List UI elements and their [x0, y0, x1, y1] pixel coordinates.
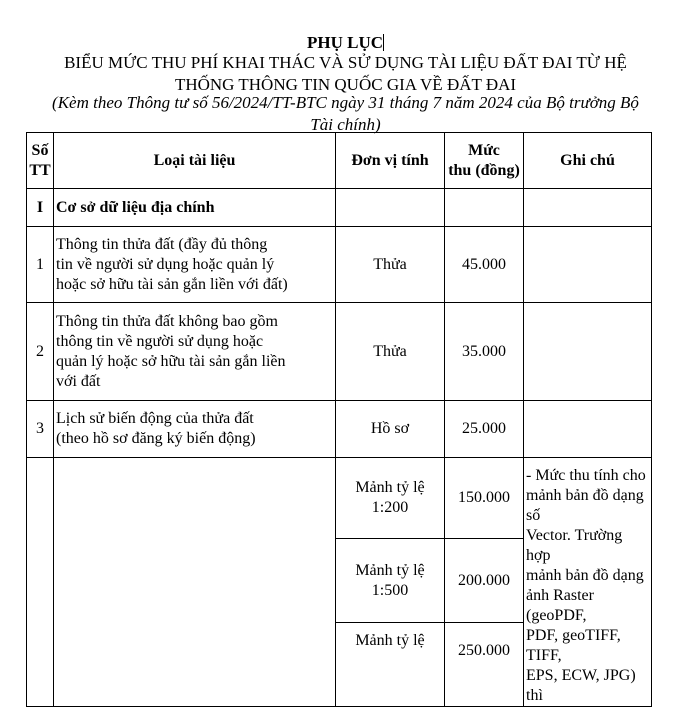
page-title: PHỤ LỤC [306, 33, 384, 52]
row-fee: 25.000 [445, 401, 524, 458]
document-note [0, 92, 691, 136]
row-fee: 45.000 [445, 227, 524, 303]
map-unit: Mảnh tỷ lệ 1:200 [336, 458, 445, 539]
note-line: Tài chính) [310, 115, 381, 134]
map-fee: 250.000 [445, 623, 524, 707]
text-cursor [383, 34, 384, 51]
row-unit: Hồ sơ [336, 401, 445, 458]
row-unit: Thửa [336, 227, 445, 303]
header-fee: Mức thu (đồng) [445, 133, 524, 189]
document-subtitle [0, 52, 691, 96]
map-type [54, 458, 336, 707]
header-no: Số TT [27, 133, 54, 189]
map-unit: Mảnh tỷ lệ 1:500 [336, 539, 445, 623]
table-row [27, 401, 652, 458]
map-unit: Mảnh tỷ lệ [336, 623, 445, 707]
row-type: Thông tin thửa đất (đầy đủ thông tin về người sử dụng hoặc quản lý hoặc sở hữu tài sản gắn liền với đất) [54, 227, 336, 303]
row-no: 3 [27, 401, 54, 458]
table-header-row [27, 133, 652, 189]
note-line: (Kèm theo Thông tư số 56/2024/TT-BTC ngày 31 tháng 7 năm 2024 của Bộ trưởng Bộ [52, 93, 639, 112]
row-unit: Thửa [336, 303, 445, 401]
row-remark [524, 227, 652, 303]
section-no: I [27, 189, 54, 227]
row-type: Thông tin thửa đất không bao gồm thông tin về người sử dụng hoặc quản lý hoặc sở hữu tài sản gắn liền với đất [54, 303, 336, 401]
map-fee: 200.000 [445, 539, 524, 623]
row-remark [524, 401, 652, 458]
section-row [27, 189, 652, 227]
row-no: 2 [27, 303, 54, 401]
header-unit: Đơn vị tính [336, 133, 445, 189]
row-remark [524, 303, 652, 401]
row-fee: 35.000 [445, 303, 524, 401]
header-remark: Ghi chú [524, 133, 652, 189]
subtitle-line: THỐNG THÔNG TIN QUỐC GIA VỀ ĐẤT ĐAI [174, 75, 517, 94]
map-row [27, 458, 652, 539]
map-remark: - Mức thu tính cho mảnh bản đồ dạng số Vector. Trường hợp mảnh bản đồ dạng ảnh Raster (geoPDF, PDF, geoTIFF, TIFF, EPS, ECW, JPG) thì [524, 458, 652, 707]
subtitle-line: BIỂU MỨC THU PHÍ KHAI THÁC VÀ SỬ DỤNG TÀI LIỆU ĐẤT ĐAI TỪ HỆ [64, 53, 627, 72]
section-label: Cơ sở dữ liệu địa chính [54, 189, 336, 227]
map-no [27, 458, 54, 707]
row-type: Lịch sử biến động của thửa đất (theo hồ sơ đăng ký biến động) [54, 401, 336, 458]
fee-table [26, 132, 652, 707]
table-row [27, 303, 652, 401]
row-no: 1 [27, 227, 54, 303]
header-type: Loại tài liệu [54, 133, 336, 189]
map-fee: 150.000 [445, 458, 524, 539]
table-row [27, 227, 652, 303]
